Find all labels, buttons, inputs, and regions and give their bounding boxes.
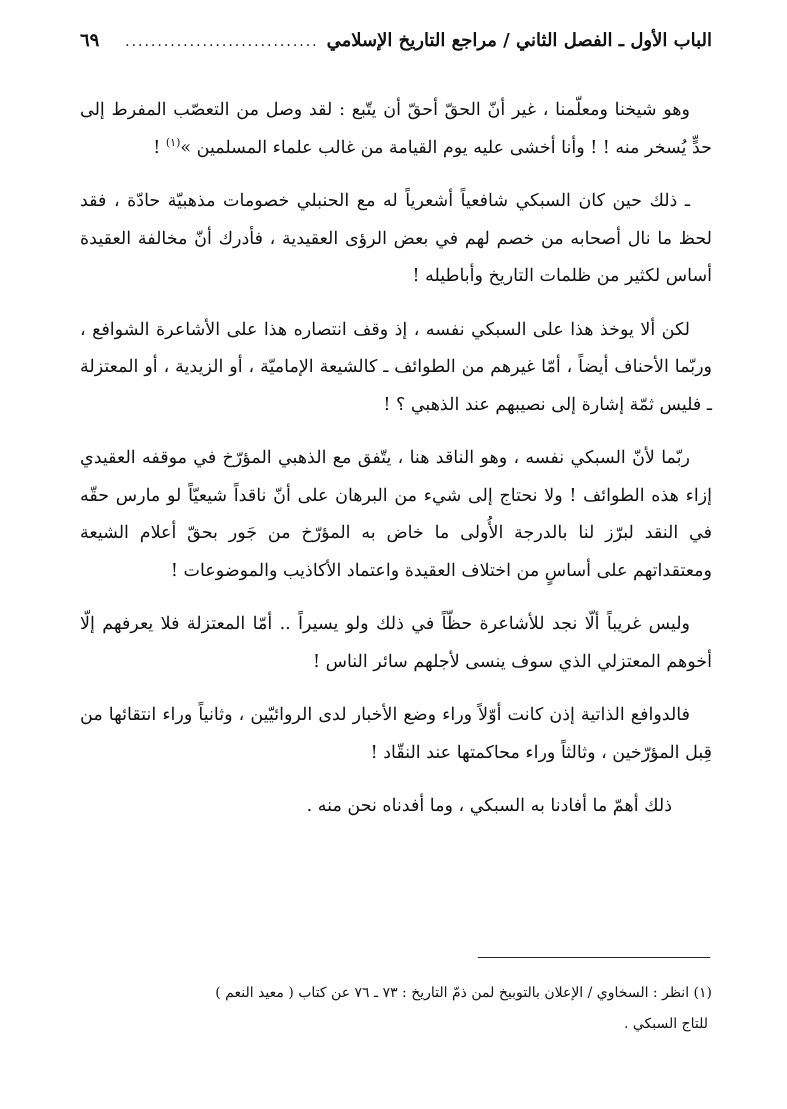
header-title: الباب الأول ـ الفصل الثاني / مراجع التاريخ الإسلامي	[326, 30, 712, 51]
paragraph-1	[80, 92, 712, 167]
body-text	[80, 92, 712, 842]
paragraph-5: وليس غريباً ألّا نجد للأشاعرة حظّاً في ذلك ولو يسيراً .. أمّا المعتزلة فلا يعرفهم إلّا أخوهم المعتزلي الذي سوف ينسى لأجلهم سائر الناس !	[80, 614, 712, 672]
paragraph-1-tail: !	[153, 137, 166, 158]
footnote-reference: (١)	[165, 135, 181, 149]
paragraph-3: لكن ألا يوخذ هذا على السبكي نفسه ، إذ وقف انتصاره هذا على الأشاعرة الشوافع ، وربّما الأحناف أيضاً ، أمّا غيرهم من الطوائف ـ كالشيعة الإماميّة ، أو الزيدية ، أو المعتزلة ـ فليس ثمّة إشارة إلى نصيبهم عند الذهبي ؟ !	[80, 319, 712, 415]
footnote	[80, 978, 712, 1040]
page-number: ٦٩	[80, 30, 100, 51]
paragraph-7: ذلك أهمّ ما أفادنا به السبكي ، وما أفدناه نحن منه .	[306, 796, 672, 816]
paragraph-6: فالدوافع الذاتية إذن كانت أوّلاً وراء وضع الأخبار لدى الروائيّين ، وثانياً وراء انتقائها من قِبل المؤرّخين ، وثالثاً وراء محاكمتها عند النقّاد !	[80, 705, 712, 763]
paragraph-1-text: وهو شيخنا ومعلّمنا ، غير أنّ الحقّ أحقّ أن يتّبع : لقد وصل من التعصّب المفرط إلى حدٍّ يُسخر منه ! ! وأنا أخشى عليه يوم القيامة من غالب علماء المسلمين »	[80, 100, 712, 158]
header-leader-dots: ..............................	[125, 34, 319, 50]
footnote-line-2: للتاج السبكي .	[623, 1016, 708, 1032]
footnote-line-1: (١) انظر : السخاوي / الإعلان بالتوبيخ لمن ذمّ التاريخ : ٧٣ ـ ٧٦ عن كتاب ( معيد النعم )	[215, 985, 712, 1001]
footnote-divider	[478, 957, 710, 958]
paragraph-4: ربّما لأنّ السبكي نفسه ، وهو الناقد هنا ، يتّفق مع الذهبي المؤرّخ في موقفه العقيدي إزاء هذه الطوائف ! ولا نحتاج إلى شيء من البرهان على أنّ ناقداً شيعيّاً لو مارس حقّه في النقد لبرّز لنا بالدرجة الأُولى ما خاض به المؤرّخ من جَور بحقّ أعلام الشيعة ومعتقداتهم على أساسٍ من اختلاف العقيدة واعتماد الأكاذيب والموضوعات !	[80, 448, 712, 581]
running-header	[80, 30, 712, 51]
paragraph-2: ـ ذلك حين كان السبكي شافعياً أشعرياً له مع الحنبلي خصومات مذهبيّة حادّة ، فقد لحظ ما نال أصحابه من خصم لهم في بعض الرؤى العقيدية ، فأدرك أنّ مخالفة العقيدة أساس لكثير من ظلمات التاريخ وأباطيله !	[80, 191, 712, 286]
